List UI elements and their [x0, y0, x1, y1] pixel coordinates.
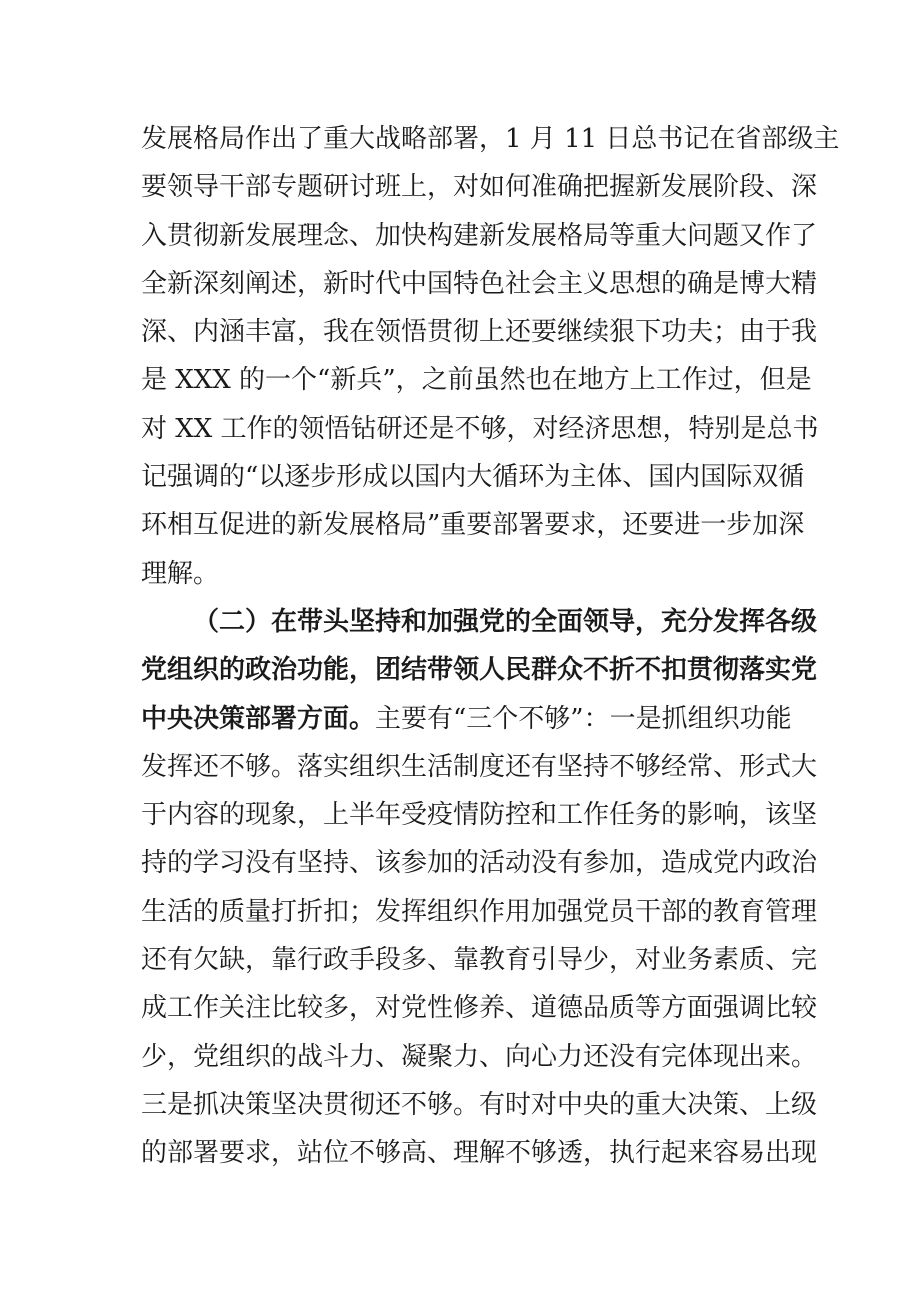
text-line: 环相互促进的新发展格局”重要部署要求，还要进一步加深: [141, 510, 805, 541]
text-line: [141, 695, 791, 743]
text-line: 生活的质量打折扣；发挥组织作用加强党员干部的教育管理: [141, 896, 818, 927]
section-heading-line: （二）在带头坚持和加强党的全面领导，充分发挥各级: [193, 606, 818, 637]
text-line: 全新深刻阐述，新时代中国特色社会主义思想的确是博大精: [141, 268, 818, 299]
text-line: 是 XXX 的一个“新兵”，之前虽然也在地方上工作过，但是: [141, 365, 812, 396]
text-line: 成工作关注比较多，对党性修养、道德品质等方面强调比较: [141, 993, 818, 1024]
text-line: 深、内涵丰富，我在领悟贯彻上还要继续狠下功夫；由于我: [141, 317, 818, 348]
section-heading-end: 中央决策部署方面。: [141, 703, 376, 734]
text-line: 发展格局作出了重大战略部署，1 月 11 日总书记在省部级主: [141, 124, 840, 154]
text-line: 少，党组织的战斗力、凝聚力、向心力还没有完体现出来。: [141, 1041, 818, 1072]
text-line: 还有欠缺，靠行政手段多、靠教育引导少，对业务素质、完: [141, 945, 818, 976]
text-line: 入贯彻新发展理念、加快构建新发展格局等重大问题又作了: [141, 220, 818, 251]
section-heading-line: 党组织的政治功能，团结带领人民群众不折不扣贯彻落实党: [141, 655, 818, 686]
text-line: 理解。: [141, 558, 220, 589]
text-line: 的部署要求，站位不够高、理解不够透，执行起来容易出现: [141, 1138, 818, 1169]
text-line: 持的学习没有坚持、该参加的活动没有参加，造成党内政治: [141, 848, 818, 879]
text-line: 对 XX 工作的领悟钻研还是不够，对经济思想，特别是总书: [141, 413, 819, 444]
text-line: 要领导干部专题研讨班上，对如何准确把握新发展阶段、深: [141, 172, 818, 203]
text-line: 记强调的“以逐步形成以国内大循环为主体、国内国际双循: [141, 462, 805, 493]
document-body: [141, 115, 840, 1178]
text-line: 于内容的现象，上半年受疫情防控和工作任务的影响，该坚: [141, 800, 818, 831]
text-line: 发挥还不够。落实组织生活制度还有坚持不够经常、形式大: [141, 751, 818, 782]
section-text-start: 主要有“三个不够”：一是抓组织功能: [375, 703, 792, 734]
text-line: 三是抓决策坚决贯彻还不够。有时对中央的重大决策、上级: [141, 1089, 818, 1120]
